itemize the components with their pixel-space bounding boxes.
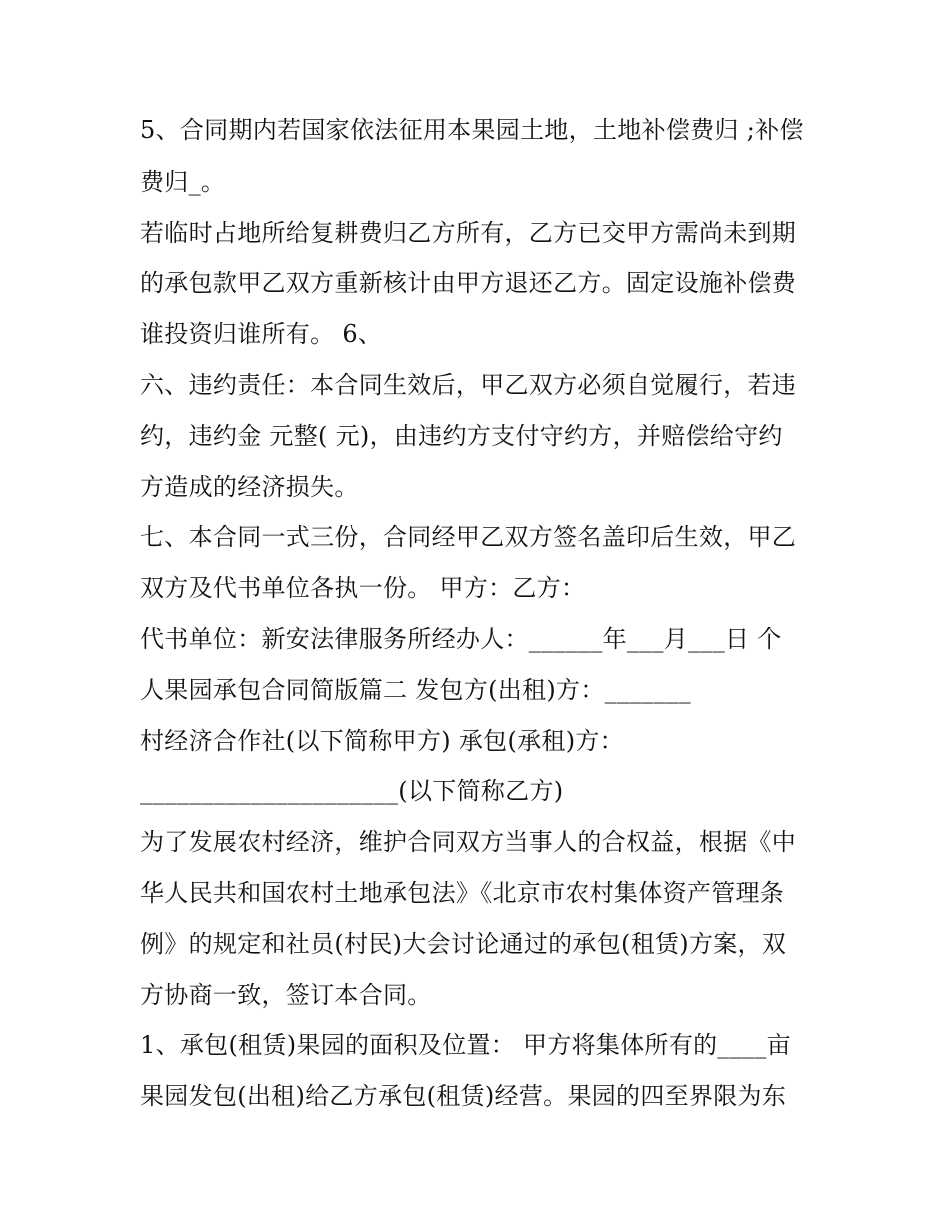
- text-line: 若临时占地所给复耕费归乙方所有，乙方已交甲方需尚未到期: [140, 219, 797, 247]
- text-line: _____________________(以下简称乙方): [140, 777, 564, 805]
- text-line: 为了发展农村经济，维护合同双方当事人的合权益，根据《中: [140, 828, 797, 856]
- text-line: 的承包款甲乙双方重新核计由甲方退还乙方。固定设施补偿费: [140, 269, 797, 297]
- text-line: 方协商一致，签订本合同。: [140, 981, 432, 1009]
- text-line: 约，违约金 元整( 元)，由违约方支付守约方，并赔偿给守约: [140, 422, 783, 450]
- text-line: 村经济合作社(以下简称甲方) 承包(承租)方：: [140, 727, 624, 755]
- text-line: 代书单位：新安法律服务所经办人：______年___月___日 个: [140, 625, 782, 653]
- text-line: 谁投资归谁所有。 6、: [140, 320, 383, 348]
- text-line: 例》的规定和社员(村民)大会讨论通过的承包(租赁)方案，双: [140, 930, 787, 958]
- text-line: 双方及代书单位各执一份。 甲方：乙方：: [140, 574, 586, 602]
- text-line: 1、承包(租赁)果园的面积及位置： 甲方将集体所有的____亩: [140, 1031, 791, 1059]
- text-line: 人果园承包合同简版篇二 发包方(出租)方：_______: [140, 676, 691, 704]
- text-line: 华人民共和国农村土地承包法》《北京市农村集体资产管理条: [140, 879, 785, 907]
- text-line: 费归_。: [140, 168, 226, 196]
- text-line: 七、本合同一式三份，合同经甲乙双方签名盖印后生效，甲乙: [140, 523, 797, 551]
- text-line: 果园发包(出租)给乙方承包(租赁)经营。果园的四至界限为东: [140, 1082, 787, 1110]
- text-line: 六、违约责任：本合同生效后，甲乙双方必须自觉履行，若违: [140, 371, 797, 399]
- text-line: 5、合同期内若国家依法征用本果园土地，土地补偿费归 ;补偿: [140, 116, 804, 144]
- text-line: 方造成的经济损失。: [140, 473, 359, 501]
